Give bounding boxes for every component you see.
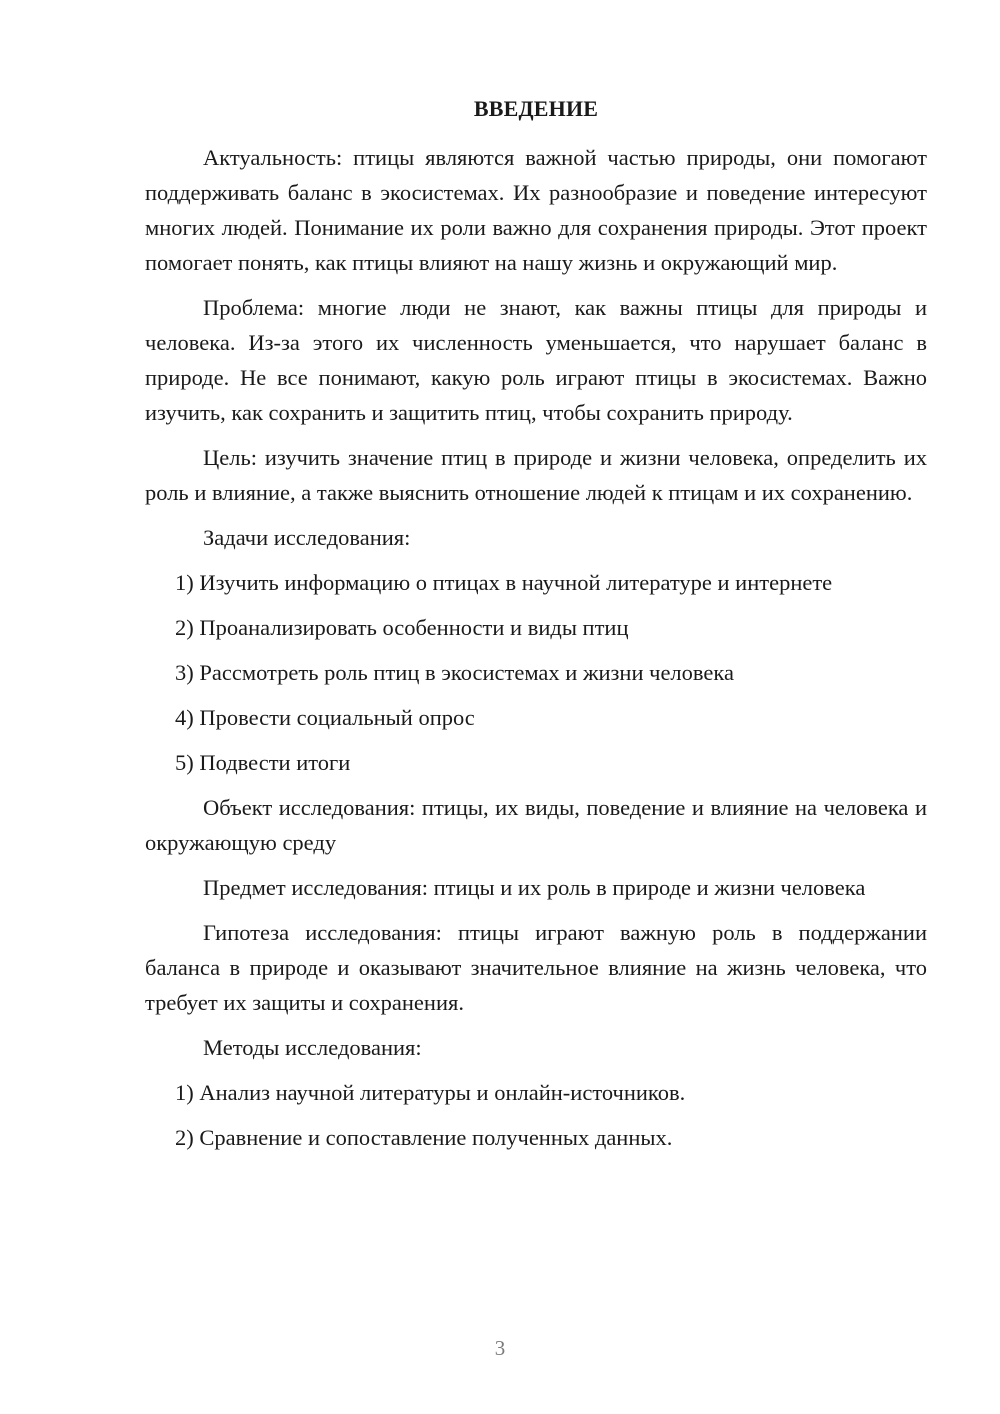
- page-number: 3: [494, 1336, 506, 1360]
- goal-paragraph: Цель: изучить значение птиц в природе и жизни человека, определить их роль и влияние, а также выяснить отношение людей к птицам и их сохранению.: [145, 445, 927, 505]
- list-item: 4) Провести социальный опрос: [175, 705, 475, 730]
- hypothesis-paragraph: Гипотеза исследования: птицы играют важную роль в поддержании баланса в природе и оказывают значительное влияние на жизнь человека, что требует их защиты и сохранения.: [145, 920, 927, 1015]
- list-item: 2) Сравнение и сопоставление полученных данных.: [175, 1125, 673, 1150]
- document-body: [145, 140, 927, 1165]
- list-item: 1) Анализ научной литературы и онлайн-источников.: [175, 1080, 686, 1105]
- relevance-paragraph: Актуальность: птицы являются важной частью природы, они помогают поддерживать баланс в экосистемах. Их разнообразие и поведение интересуют многих людей. Понимание их роли важно для сохранения природы. Этот проект помогает понять, как птицы влияют на нашу жизнь и окружающий мир.: [145, 145, 927, 275]
- list-item: 1) Изучить информацию о птицах в научной литературе и интернете: [175, 570, 833, 595]
- page-title: ВВЕДЕНИЕ: [473, 96, 599, 121]
- object-paragraph: Объект исследования: птицы, их виды, поведение и влияние на человека и окружающую среду: [145, 795, 927, 855]
- list-item: 5) Подвести итоги: [175, 750, 351, 775]
- methods-heading: Методы исследования:: [203, 1035, 422, 1060]
- problem-paragraph: Проблема: многие люди не знают, как важны птицы для природы и человека. Из-за этого их численность уменьшается, что нарушает баланс в природе. Не все понимают, какую роль играют птицы в экосистемах. Важно изучить, как сохранить и защитить птиц, чтобы сохранить природу.: [145, 295, 927, 425]
- subject-paragraph: Предмет исследования: птицы и их роль в природе и жизни человека: [203, 875, 866, 900]
- methods-list: [145, 1075, 927, 1155]
- tasks-list: [145, 565, 927, 780]
- list-item: 3) Рассмотреть роль птиц в экосистемах и жизни человека: [175, 660, 734, 685]
- list-item: 2) Проанализировать особенности и виды птиц: [175, 615, 629, 640]
- tasks-heading: Задачи исследования:: [203, 525, 411, 550]
